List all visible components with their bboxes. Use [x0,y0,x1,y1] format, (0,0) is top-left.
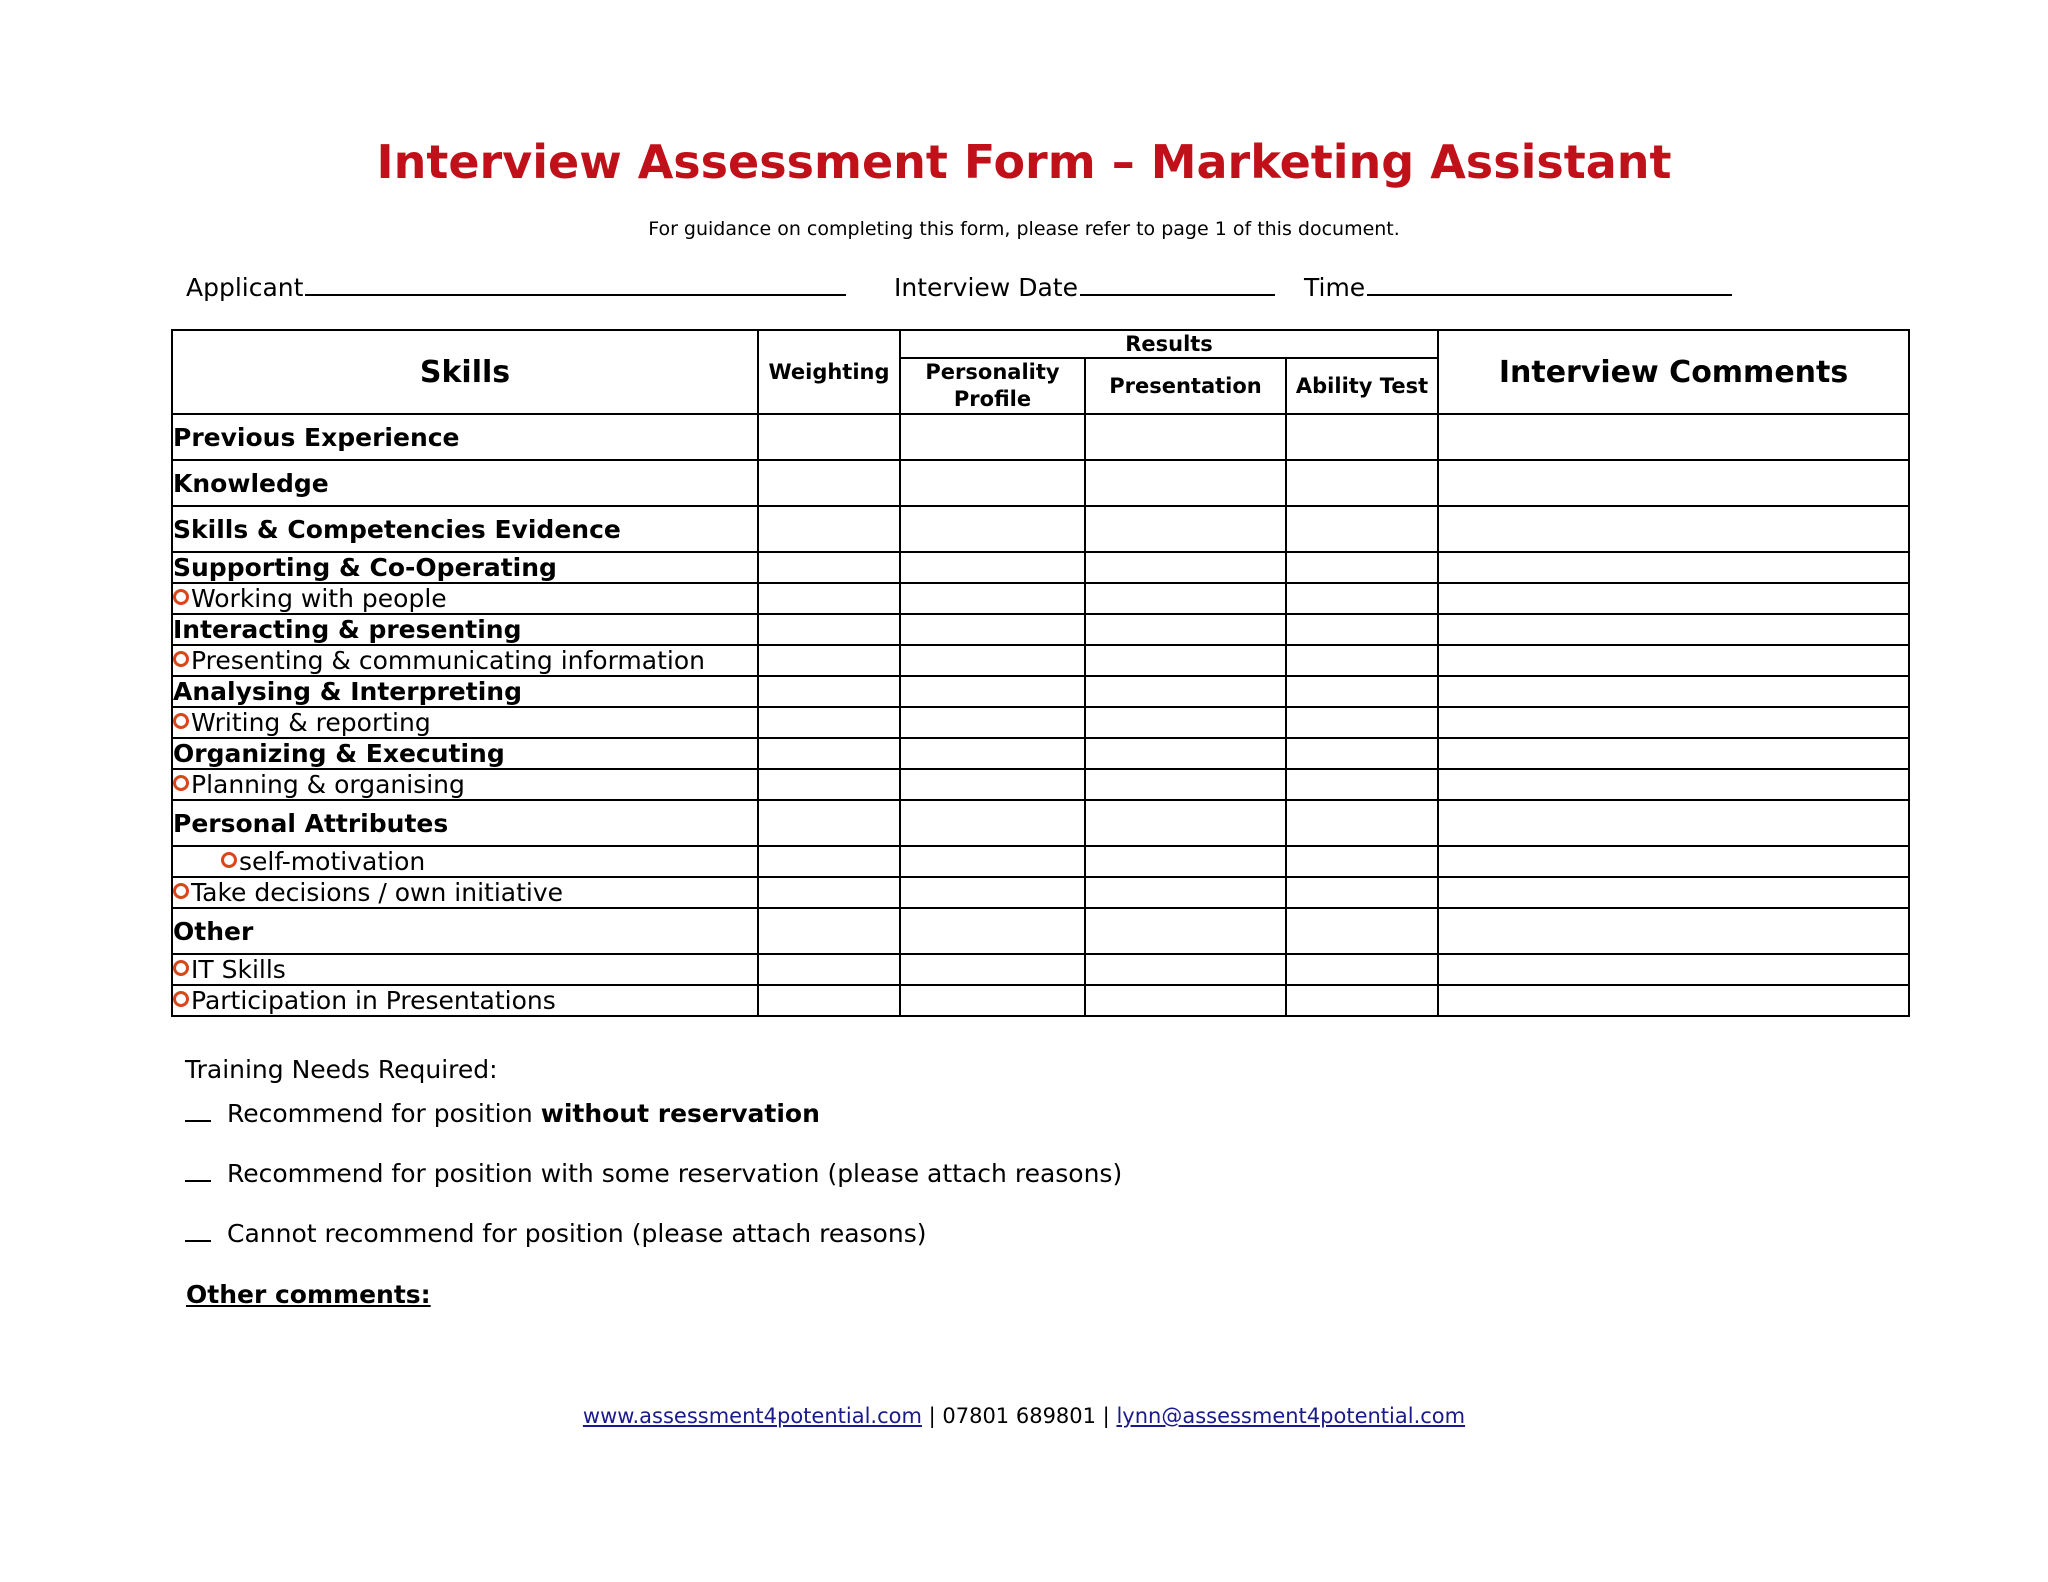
checkbox-blank[interactable] [185,1100,211,1122]
personality-profile-cell[interactable] [900,506,1085,552]
ability-test-cell[interactable] [1286,645,1438,676]
row-label-text: Knowledge [173,468,329,498]
personality-profile-cell[interactable] [900,676,1085,707]
ability-test-cell[interactable] [1286,506,1438,552]
form-title: Interview Assessment Form – Marketing Assistant [376,135,1672,189]
skill-item-label [172,877,758,908]
presentation-cell[interactable] [1085,800,1286,846]
weighting-cell[interactable] [758,506,900,552]
ability-test-cell[interactable] [1286,414,1438,460]
ability-test-cell[interactable] [1286,552,1438,583]
table-row [172,985,1909,1016]
weighting-cell[interactable] [758,583,900,614]
row-label-text: Organizing & Executing [173,738,505,768]
bullet-icon [173,713,189,729]
weighting-cell[interactable] [758,614,900,645]
interview-comments-cell[interactable] [1438,414,1909,460]
interview-comments-cell[interactable] [1438,552,1909,583]
skill-item-label [172,583,758,614]
presentation-cell[interactable] [1085,908,1286,954]
table-row [172,800,1909,846]
row-label-text: Writing & reporting [191,707,431,737]
personality-profile-cell[interactable] [900,954,1085,985]
section-label [172,414,758,460]
skill-item-label [172,846,758,877]
weighting-cell[interactable] [758,954,900,985]
interview-comments-cell[interactable] [1438,676,1909,707]
section-label [172,460,758,506]
applicant-field[interactable] [186,270,846,304]
weighting-cell[interactable] [758,645,900,676]
other-comments-label: Other comments: [186,1280,431,1309]
bullet-icon [173,775,189,791]
interview-comments-header: Interview Comments [1438,330,1909,414]
personality-profile-cell[interactable] [900,414,1085,460]
personality-profile-header: Personality Profile [900,358,1085,414]
competency-label [172,676,758,707]
section-label [172,800,758,846]
table-row [172,877,1909,908]
table-row [172,583,1909,614]
personality-profile-cell[interactable] [900,645,1085,676]
time-label: Time [1304,273,1366,302]
time-line[interactable] [1367,270,1732,296]
interview-comments-cell[interactable] [1438,707,1909,738]
personality-profile-cell[interactable] [900,552,1085,583]
website-link[interactable]: www.assessment4potential.com [582,1404,922,1428]
personality-profile-cell[interactable] [900,460,1085,506]
checkbox-blank[interactable] [185,1220,211,1242]
weighting-cell[interactable] [758,707,900,738]
presentation-cell[interactable] [1085,877,1286,908]
competency-label [172,552,758,583]
footer-phone: | 07801 689801 | [921,1404,1117,1428]
interview-comments-cell[interactable] [1438,583,1909,614]
guidance-note: For guidance on completing this form, please refer to page 1 of this document. [648,218,1400,240]
skill-item-label [172,954,758,985]
skill-item-label [172,769,758,800]
recommend-1-prefix: Recommend for position [227,1099,541,1128]
presentation-cell[interactable] [1085,676,1286,707]
interview-comments-cell[interactable] [1438,645,1909,676]
weighting-cell[interactable] [758,738,900,769]
interview-comments-cell[interactable] [1438,738,1909,769]
bullet-icon [173,651,189,667]
applicant-label: Applicant [186,273,304,302]
personality-profile-cell[interactable] [900,846,1085,877]
row-label-text: Other [173,916,254,946]
presentation-cell[interactable] [1085,460,1286,506]
ability-test-cell[interactable] [1286,800,1438,846]
table-row [172,552,1909,583]
ability-test-cell[interactable] [1286,846,1438,877]
weighting-cell[interactable] [758,414,900,460]
row-label-text: Personal Attributes [173,808,449,838]
presentation-cell[interactable] [1085,552,1286,583]
ability-test-cell[interactable] [1286,707,1438,738]
weighting-header: Weighting [758,330,900,414]
recommend-with-reservation[interactable] [185,1158,1122,1190]
row-label-text: Working with people [191,583,447,613]
row-label-text: IT Skills [191,954,286,984]
presentation-header: Presentation [1085,358,1286,414]
time-field[interactable] [1304,270,1732,304]
ability-test-cell[interactable] [1286,877,1438,908]
personality-profile-cell[interactable] [900,769,1085,800]
table-row [172,460,1909,506]
recommend-3-text: Cannot recommend for position (please attach reasons) [227,1219,927,1248]
skill-item-label [172,985,758,1016]
presentation-cell[interactable] [1085,614,1286,645]
personality-profile-cell[interactable] [900,985,1085,1016]
personality-profile-cell[interactable] [900,877,1085,908]
interview-comments-cell[interactable] [1438,800,1909,846]
weighting-cell[interactable] [758,460,900,506]
row-label-text: Previous Experience [173,422,460,452]
presentation-cell[interactable] [1085,414,1286,460]
interview-comments-cell[interactable] [1438,985,1909,1016]
weighting-cell[interactable] [758,800,900,846]
interview-comments-cell[interactable] [1438,460,1909,506]
recommend-2-text: Recommend for position with some reservation (please attach reasons) [227,1159,1123,1188]
skill-item-label [172,645,758,676]
table-row [172,707,1909,738]
ability-test-cell[interactable] [1286,614,1438,645]
row-label-text: Analysing & Interpreting [173,676,522,706]
competency-label [172,738,758,769]
bullet-icon [173,960,189,976]
personality-profile-cell[interactable] [900,738,1085,769]
ability-test-cell[interactable] [1286,908,1438,954]
ability-test-cell[interactable] [1286,583,1438,614]
table-row [172,414,1909,460]
interview-date-label: Interview Date [894,273,1078,302]
results-header: Results [900,330,1438,358]
section-label [172,908,758,954]
skills-header: Skills [172,330,758,414]
presentation-cell[interactable] [1085,738,1286,769]
presentation-cell[interactable] [1085,645,1286,676]
ability-test-cell[interactable] [1286,460,1438,506]
recommend-1-bold: without reservation [540,1099,820,1128]
weighting-cell[interactable] [758,877,900,908]
ability-test-cell[interactable] [1286,954,1438,985]
table-row [172,676,1909,707]
presentation-cell[interactable] [1085,985,1286,1016]
weighting-cell[interactable] [758,769,900,800]
competency-label [172,614,758,645]
table-row [172,846,1909,877]
interview-comments-cell[interactable] [1438,769,1909,800]
personality-profile-cell[interactable] [900,800,1085,846]
table-row [172,645,1909,676]
interview-comments-cell[interactable] [1438,877,1909,908]
footer [0,1402,2048,1430]
row-label-text: self-motivation [239,846,426,876]
presentation-cell[interactable] [1085,954,1286,985]
table-row [172,506,1909,552]
skills-rows [172,414,1909,1016]
personality-profile-cell[interactable] [900,908,1085,954]
ability-test-cell[interactable] [1286,985,1438,1016]
assessment-table [171,329,1910,1017]
row-label-text: Participation in Presentations [191,985,556,1015]
row-label-text: Presenting & communicating information [191,645,705,675]
row-label-text: Skills & Competencies Evidence [173,514,621,544]
personality-profile-cell[interactable] [900,707,1085,738]
checkbox-blank[interactable] [185,1160,211,1182]
ability-test-cell[interactable] [1286,676,1438,707]
interview-date-field[interactable] [894,270,1275,304]
weighting-cell[interactable] [758,985,900,1016]
cannot-recommend[interactable] [185,1218,926,1250]
interview-comments-cell[interactable] [1438,614,1909,645]
recommend-without-reservation[interactable] [185,1098,820,1130]
ability-test-cell[interactable] [1286,738,1438,769]
bullet-icon [221,852,237,868]
bullet-icon [173,883,189,899]
table-row [172,614,1909,645]
weighting-cell[interactable] [758,552,900,583]
skill-item-label [172,707,758,738]
row-label-text: Planning & organising [191,769,465,799]
presentation-cell[interactable] [1085,707,1286,738]
table-row [172,738,1909,769]
weighting-cell[interactable] [758,908,900,954]
personality-profile-cell[interactable] [900,614,1085,645]
ability-test-header: Ability Test [1286,358,1438,414]
presentation-cell[interactable] [1085,769,1286,800]
table-row [172,769,1909,800]
row-label-text: Take decisions / own initiative [191,877,564,907]
presentation-cell[interactable] [1085,846,1286,877]
interview-comments-cell[interactable] [1438,506,1909,552]
email-link[interactable]: lynn@assessment4potential.com [1116,1404,1466,1428]
bullet-icon [173,991,189,1007]
row-label-text: Interacting & presenting [173,614,522,644]
interview-comments-cell[interactable] [1438,954,1909,985]
training-needs-label: Training Needs Required: [185,1055,498,1084]
applicant-line[interactable] [305,270,846,296]
table-row [172,908,1909,954]
weighting-cell[interactable] [758,846,900,877]
weighting-cell[interactable] [758,676,900,707]
interview-date-line[interactable] [1080,270,1275,296]
table-row [172,954,1909,985]
presentation-cell[interactable] [1085,506,1286,552]
interview-comments-cell[interactable] [1438,908,1909,954]
bullet-icon [173,589,189,605]
personality-profile-cell[interactable] [900,583,1085,614]
section-label [172,506,758,552]
presentation-cell[interactable] [1085,583,1286,614]
row-label-text: Supporting & Co-Operating [173,552,557,582]
interview-comments-cell[interactable] [1438,846,1909,877]
ability-test-cell[interactable] [1286,769,1438,800]
